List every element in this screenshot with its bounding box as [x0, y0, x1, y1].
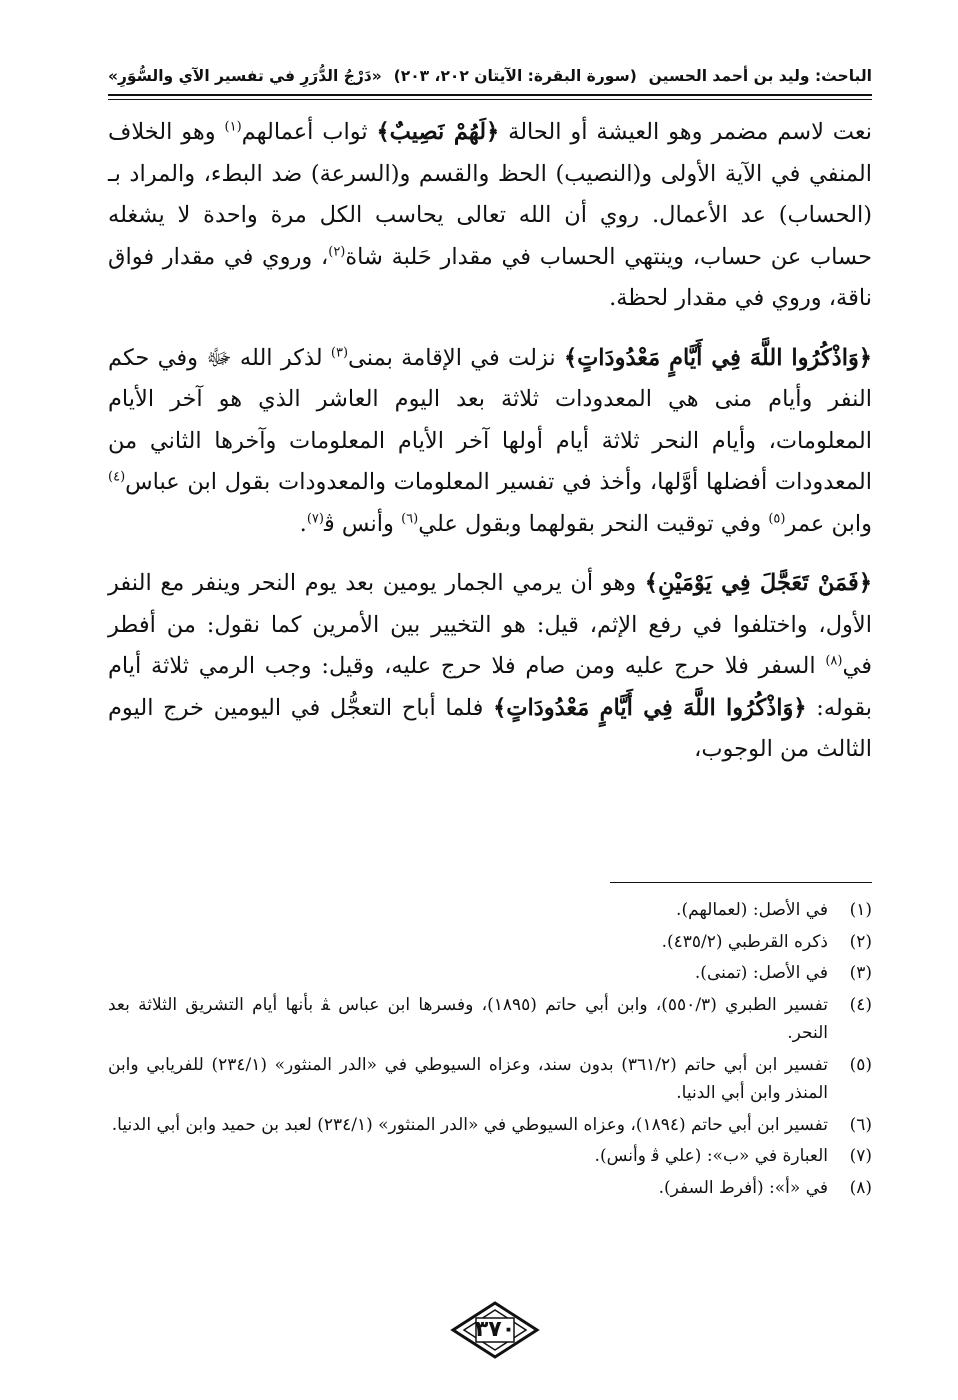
paragraph [108, 112, 872, 320]
footnote-ref: (٦) [401, 511, 419, 526]
footnote-text: العبارة في «ب»: (علي ﭬ وأنس). [594, 1146, 828, 1166]
header-author: الباحث: وليد بن أحمد الحسين [648, 67, 872, 85]
footnote [108, 896, 872, 925]
footnote-ref: (٢) [328, 244, 346, 259]
footnote-text: تفسير ابن أبي حاتم (١٨٩٤)، وعزاه السيوطي في «الدر المنثور» (٢٣٤/١) لعبد بن حميد وابن أبي الدنيا. [111, 1114, 828, 1135]
text-segment: وابن عمر [785, 510, 872, 537]
footnote-number: (٢) [849, 931, 872, 952]
footnote-text: تفسير الطبري (٥٥٠/٣)، وابن أبي حاتم (١٨٩٥)، وفسرها ابن عباس ﭭ بأنها أيام التشريق الثلاثة بعد النحر. [108, 994, 828, 1043]
footnote-ref: (١) [224, 119, 242, 135]
footnote [108, 1111, 872, 1140]
paragraph [108, 338, 872, 546]
footnote [108, 959, 872, 988]
footnote-text: تفسير ابن أبي حاتم (٣٦١/٢) بدون سند، وعزاه السيوطي في «الدر المنثور» (٢٣٤/١) للفريابي وابن المنذر وابن أبي الدنيا. [108, 1054, 828, 1103]
header-rule-thick [108, 94, 872, 96]
footnote [108, 991, 872, 1048]
footnote-number: (٥) [849, 1054, 872, 1075]
footnote [108, 1174, 872, 1203]
footnote-text: في الأصل: (لعمالهم). [676, 900, 828, 920]
footnotes [108, 896, 872, 1205]
text-segment: ، وروي في مقدار فواق ناقة، وروي في مقدار لحظة. [108, 243, 872, 311]
text-segment: نزلت في الإقامة بمنى [348, 344, 564, 371]
text-segment: وهو الخلاف المنفي في الآية الأولى و(النصيب) الحظ والقسم و(السرعة) ضد البطء، والمراد بـ (الحساب) عد الأعمال. روي أن الله تعالى يحاسب الكل مرة واحدة لا يشغله حساب عن حساب، وينتهي الحساب في مقدار حَلبة شاة [108, 119, 872, 270]
footnote-text: ذكره القرطبي (٤٣٥/٢). [661, 931, 828, 952]
footnote-ref: (٤) [108, 469, 126, 485]
quran-verse: ﴿فَمَنْ تَعَجَّلَ فِي يَوْمَيْنِ﴾ [644, 570, 872, 596]
footnote-ref: (٧) [306, 511, 324, 526]
text-segment: نعت لاسم مضمر وهو العيشة أو الحالة [499, 119, 872, 145]
quran-verse: ﴿لَهُمْ نَصِيبٌ﴾ [376, 119, 500, 145]
quran-verse: ﴿وَاذْكُرُوا اللَّهَ فِي أَيَّامٍ مَعْدُودَاتٍ﴾ [493, 694, 807, 721]
footnote-text: في الأصل: (تمنى). [694, 963, 828, 983]
header-book-title: «دَرْجُ الدُّرَرِ في تفسير الآي والسُّوَرِ» [108, 67, 382, 85]
footnote-number: (٧) [849, 1146, 872, 1166]
text-segment: ثواب أعمالهم [241, 119, 377, 145]
footnote [108, 1051, 872, 1108]
footnote-number: (٤) [849, 994, 872, 1015]
footnote-text: في «أ»: (أفرط السفر). [658, 1177, 828, 1198]
text-segment: . [299, 510, 307, 537]
text-segment: السفر فلا حرج عليه ومن صام فلا حرج عليه، وقيل: وجب الرمي ثلاثة أيام بقوله: [108, 653, 873, 721]
text-segment: لذكر الله ﷻ وفي حكم النفر وأيام منى هي المعدودات ثلاثة بعد اليوم العاشر الذي هو آخر الأيام المعلومات، وأيام النحر ثلاثة أيام أولها آخر الأيام المعلومات وآخرها الثاني من المعدودات أفضلها أوَّلها، وأخذ في تفسير المعلومات والمعدودات بقول ابن عباس [108, 344, 872, 495]
footnote-separator [610, 882, 872, 883]
footnote-number: (١) [849, 900, 872, 920]
text-segment: وأنس ﭬ [323, 510, 402, 537]
running-header [108, 58, 872, 94]
body-text [108, 112, 872, 789]
footnote-ref: (٨) [825, 653, 843, 669]
page-number: ٣٧٠ [474, 1317, 516, 1342]
footnote-number: (٣) [849, 963, 872, 983]
page-number-ornament [449, 1300, 541, 1360]
footnote [108, 1142, 872, 1171]
footnote-number: (٦) [849, 1114, 872, 1135]
text-segment: فلما أباح التعجُّل في اليومين خرج اليوم الثالث من الوجوب، [108, 694, 872, 762]
header-surah: (سورة البقرة: الآيتان ٢٠٢، ٢٠٣) [393, 67, 637, 85]
paragraph [108, 563, 872, 771]
quran-verse: ﴿وَاذْكُرُوا اللَّهَ فِي أَيَّامٍ مَعْدُودَاتٍ﴾ [563, 344, 872, 371]
text-segment: وفي توقيت النحر بقولهما وبقول علي [418, 510, 769, 537]
text-segment: وهو أن يرمي الجمار يومين بعد يوم النحر وينفر مع النفر الأول، واختلفوا في رفع الإثم، قيل: هو التخيير بين الأمرين كما نقول: من أفطر في [108, 570, 872, 679]
footnote-number: (٨) [849, 1177, 872, 1198]
header-rule-thin [108, 99, 872, 100]
footnote-ref: (٥) [768, 511, 786, 526]
footnote-ref: (٣) [330, 345, 349, 360]
footnote [108, 928, 872, 957]
